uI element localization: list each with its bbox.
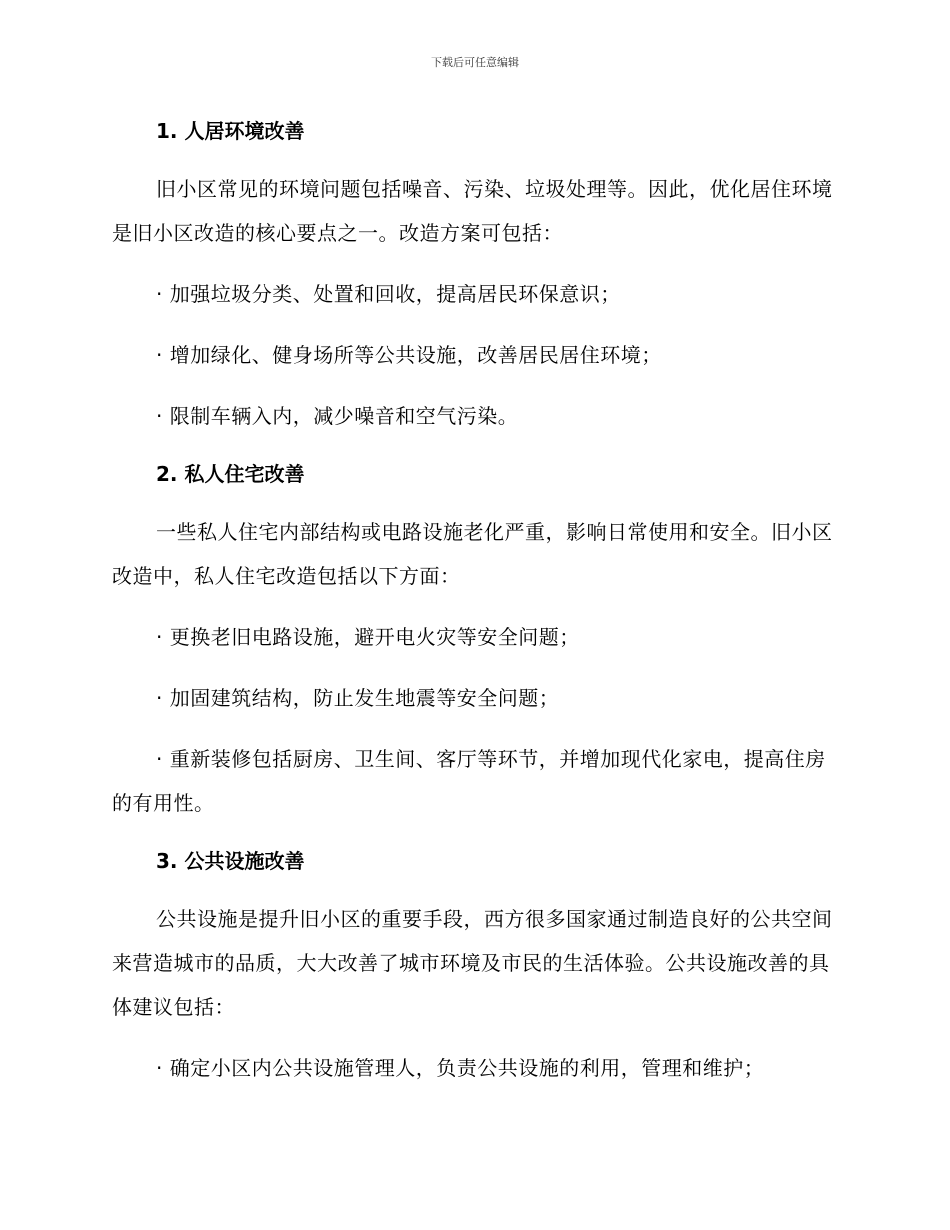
bullet-item: · 限制车辆入内，减少噪音和空气污染。: [156, 404, 519, 428]
bullet-item: · 重新装修包括厨房、卫生间、客厅等环节，并增加现代化家电，提高住房的有用性。: [112, 747, 826, 815]
section-heading-3: 3. 公共设施改善: [156, 849, 305, 873]
bullet-item: · 加强垃圾分类、处置和回收，提高居民环保意识；: [156, 282, 621, 306]
bullet-item: · 更换老旧电路设施，避开电火灾等安全问题；: [156, 625, 580, 649]
section-paragraph-1: 旧小区常见的环境问题包括噪音、污染、垃圾处理等。因此，优化居住环境是旧小区改造的核心要点之一。改造方案可包括：: [112, 177, 833, 245]
section-paragraph-3: 公共设施是提升旧小区的重要手段，西方很多国家通过制造良好的公共空间来营造城市的品质，大大改善了城市环境及市民的生活体验。公共设施改善的具体建议包括：: [112, 907, 833, 1019]
page-header-note: 下载后可任意编辑: [431, 56, 519, 69]
bullet-item: · 增加绿化、健身场所等公共设施，改善居民居住环境；: [156, 343, 662, 367]
section-heading-2: 2. 私人住宅改善: [156, 462, 305, 486]
bullet-item: · 加固建筑结构，防止发生地震等安全问题；: [156, 686, 560, 710]
section-heading-1: 1. 人居环境改善: [156, 119, 305, 143]
bullet-item: · 确定小区内公共设施管理人，负责公共设施的利用，管理和维护；: [156, 1056, 765, 1080]
section-paragraph-2: 一些私人住宅内部结构或电路设施老化严重，影响日常使用和安全。旧小区改造中，私人住宅改造包括以下方面：: [112, 520, 833, 588]
document-body: [112, 112, 834, 1107]
